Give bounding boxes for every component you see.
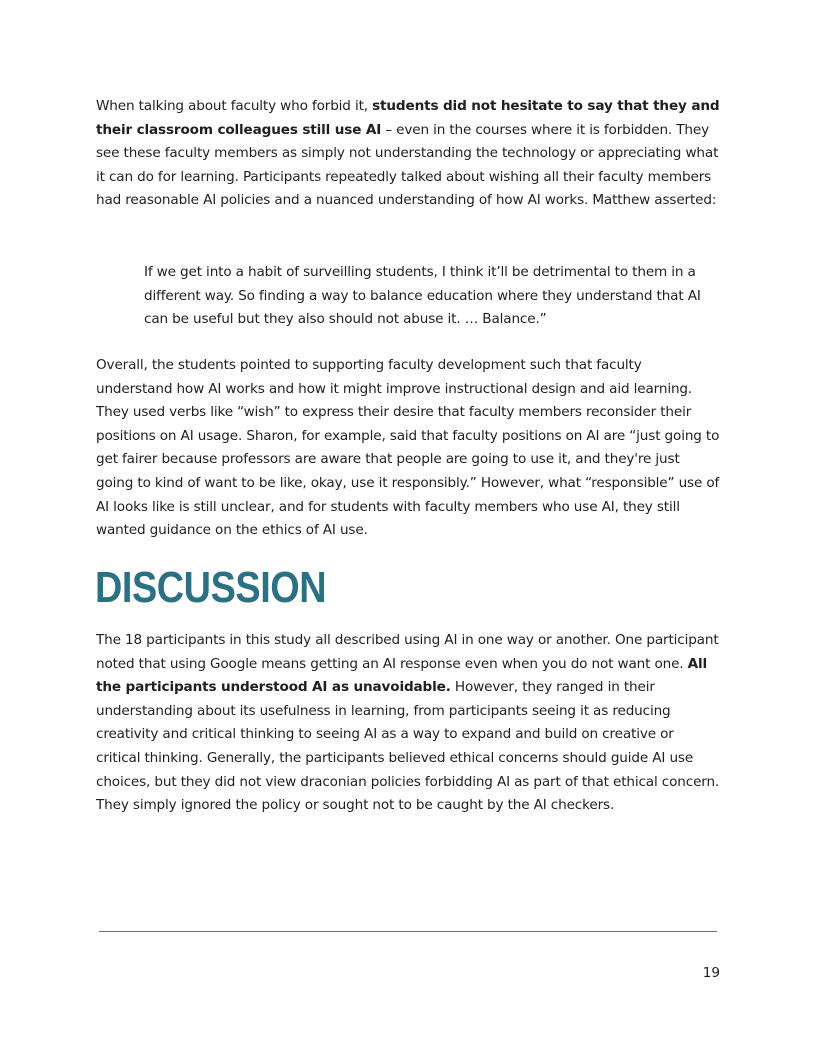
paragraph-text: However, they ranged in their understanding about its usefulness in learning, from participants seeing it as reducing creativity and critical thinking to seeing AI as a way to expand and build on creative or critical thinking. Generally, the participants believed ethical concerns should guide AI use choices, but they did not view draconian policies forbidding AI as part of that ethical concern. They simply ignored the policy or sought not to be caught by the AI checkers.	[96, 679, 720, 814]
paragraph-text: – even in the courses where it is forbidden. They see these faculty members as simply not understanding the technology or appreciating what it can do for learning. Participants repeatedly talked about wishing all their faculty members had reasonable AI policies and a nuanced understanding of how AI works. Matthew asserted:	[96, 121, 719, 209]
body-paragraph-faculty-forbid	[96, 95, 720, 213]
emphasized-finding: students did not hesitate to say that they and their classroom colleagues still use AI	[96, 98, 720, 138]
body-paragraph-faculty-development: Overall, the students pointed to supporting faculty development such that faculty understand how AI works and how it might improve instructional design and aid learning. They used verbs like “wish” to express their desire that faculty members reconsider their positions on AI usage. Sharon, for example, said that faculty positions on AI are “just going to get fairer because professors are aware that people are going to use it, and they're just going to kind of want to be like, okay, use it responsibly.” However, what “responsible” use of AI looks like is still unclear, and for students with faculty members who use AI, they still wanted guidance on the ethics of AI use.	[96, 357, 720, 539]
paragraph-text: When talking about faculty who forbid it,	[96, 98, 373, 114]
emphasized-finding: All the participants understood AI as unavoidable.	[96, 655, 708, 696]
section-heading: DISCUSSION	[95, 563, 327, 612]
footer-divider	[99, 931, 717, 932]
paragraph-text: The 18 participants in this study all described using AI in one way or another. One participant noted that using Google means getting an AI response even when you do not want one.	[96, 632, 719, 672]
body-paragraph-discussion	[96, 629, 720, 818]
block-quote: If we get into a habit of surveilling students, I think it’ll be detrimental to them in a different way. So finding a way to balance education where they understand that AI can be useful but they also should not abuse it. … Balance.”	[144, 264, 701, 328]
page-number: 19	[702, 965, 720, 981]
